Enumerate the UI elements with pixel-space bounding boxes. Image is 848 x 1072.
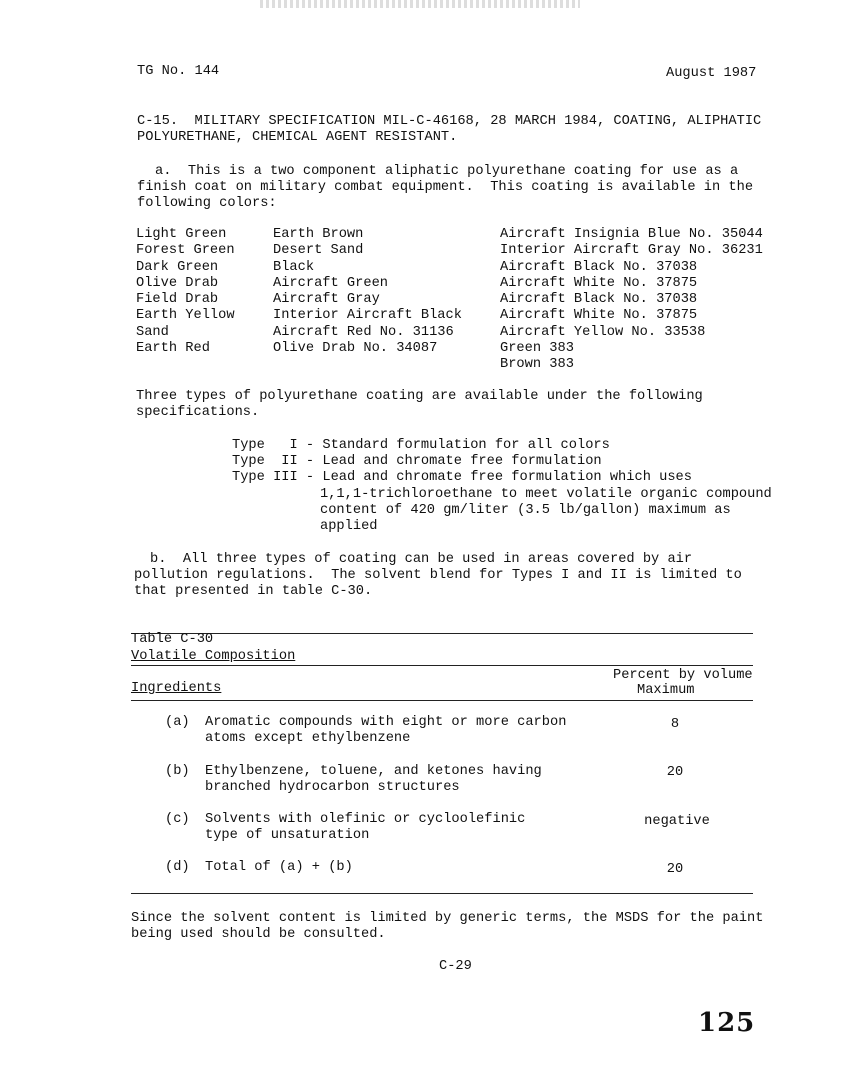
color-name: Aircraft Black No. 37038 xyxy=(500,259,698,275)
section-heading: POLYURETHANE, CHEMICAL AGENT RESISTANT. xyxy=(137,130,458,145)
types-intro: specifications. xyxy=(136,405,260,420)
type-item: Type I - Standard formulation for all colors xyxy=(232,438,610,453)
color-name: Aircraft White No. 37875 xyxy=(500,308,698,324)
color-name: Earth Yellow xyxy=(136,308,235,324)
table-rule xyxy=(131,700,753,701)
row-label: (a) xyxy=(165,715,190,730)
document-id: TG No. 144 xyxy=(137,64,220,79)
paragraph-a: a. This is a two component aliphatic polyurethane coating for use as a xyxy=(155,164,739,179)
color-name: Brown 383 xyxy=(500,357,574,373)
color-name: Aircraft White No. 37875 xyxy=(500,275,698,291)
color-name: Aircraft Red No. 31136 xyxy=(273,324,454,340)
row-text: Aromatic compounds with eight or more carbon xyxy=(205,715,567,730)
paragraph-b: b. All three types of coating can be used in areas covered by air xyxy=(150,552,693,567)
color-name: Sand xyxy=(136,324,169,340)
color-name: Dark Green xyxy=(136,259,219,275)
table-title: Volatile Composition xyxy=(131,649,296,664)
column-header-ingredients: Ingredients xyxy=(131,681,222,696)
scan-artifact xyxy=(260,0,580,8)
type-item-cont: content of 420 gm/liter (3.5 lb/gallon) maximum as xyxy=(320,503,731,518)
table-number: Table C-30 xyxy=(131,632,214,647)
paragraph-b: pollution regulations. The solvent blend for Types I and II is limited to xyxy=(134,568,742,583)
color-list-col3 xyxy=(500,227,763,374)
paragraph-a: finish coat on military combat equipment. This coating is available in the xyxy=(137,180,754,195)
paragraph-a: following colors: xyxy=(137,196,277,211)
document-date: August 1987 xyxy=(666,66,757,81)
type-item-cont: applied xyxy=(320,519,378,534)
types-intro: Three types of polyurethane coating are available under the following xyxy=(136,389,703,404)
color-list-col1 xyxy=(136,227,235,357)
page-number: 125 xyxy=(698,1008,756,1038)
row-value: 8 xyxy=(670,717,680,732)
color-name: Forest Green xyxy=(136,243,235,259)
column-header-percent: Percent by volume xyxy=(613,668,753,683)
row-text: Ethylbenzene, toluene, and ketones having xyxy=(205,764,542,779)
row-text: Solvents with olefinic or cycloolefinic xyxy=(205,812,526,827)
color-name: Interior Aircraft Gray No. 36231 xyxy=(500,243,763,259)
color-list-col2 xyxy=(273,227,462,357)
color-name: Desert Sand xyxy=(273,243,364,259)
color-name: Aircraft Yellow No. 33538 xyxy=(500,324,706,340)
color-name: Field Drab xyxy=(136,292,219,308)
color-name: Light Green xyxy=(136,227,227,242)
row-text: Total of (a) + (b) xyxy=(205,860,353,875)
page-label: C-29 xyxy=(439,959,472,974)
color-name: Black xyxy=(273,259,315,275)
paragraph-b: that presented in table C-30. xyxy=(134,584,373,599)
row-text: atoms except ethylbenzene xyxy=(205,731,411,746)
color-name: Olive Drab No. 34087 xyxy=(273,341,438,357)
color-name: Earth Brown xyxy=(273,227,364,242)
row-label: (c) xyxy=(165,812,190,827)
color-name: Aircraft Gray xyxy=(273,292,380,308)
row-label: (d) xyxy=(165,860,190,875)
section-heading: C-15. MILITARY SPECIFICATION MIL-C-46168, 28 MARCH 1984, COATING, ALIPHATIC xyxy=(137,114,762,129)
type-item: Type III - Lead and chromate free formulation which uses xyxy=(232,470,692,485)
color-name: Olive Drab xyxy=(136,275,219,291)
color-name: Green 383 xyxy=(500,341,574,357)
color-name: Interior Aircraft Black xyxy=(273,308,462,324)
color-name: Aircraft Insignia Blue No. 35044 xyxy=(500,227,763,242)
row-value: negative xyxy=(644,814,710,829)
type-item: Type II - Lead and chromate free formulation xyxy=(232,454,602,469)
row-label: (b) xyxy=(165,764,190,779)
row-text: type of unsaturation xyxy=(205,828,370,843)
closing-text: being used should be consulted. xyxy=(131,927,386,942)
color-name: Earth Red xyxy=(136,341,210,357)
table-rule xyxy=(131,665,753,666)
closing-text: Since the solvent content is limited by generic terms, the MSDS for the paint xyxy=(131,911,764,926)
row-text: branched hydrocarbon structures xyxy=(205,780,460,795)
row-value: 20 xyxy=(666,765,684,780)
color-name: Aircraft Green xyxy=(273,275,388,291)
color-name: Aircraft Black No. 37038 xyxy=(500,292,698,308)
table-rule xyxy=(131,893,753,894)
table-rule xyxy=(131,633,753,634)
row-value: 20 xyxy=(666,862,684,877)
column-header-maximum: Maximum xyxy=(637,683,695,698)
type-item-cont: 1,1,1-trichloroethane to meet volatile organic compound xyxy=(320,487,772,502)
